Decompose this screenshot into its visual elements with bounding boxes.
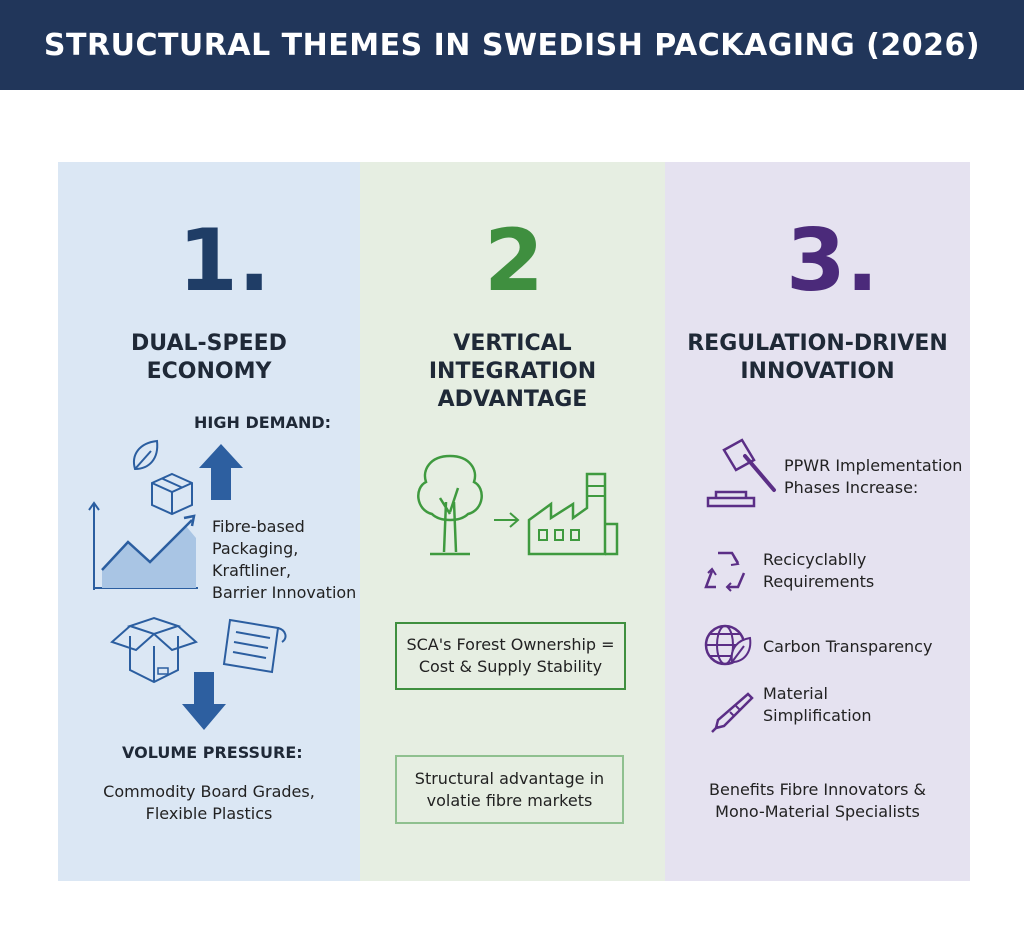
globe-leaf-icon <box>702 622 752 668</box>
panel1-title: DUAL-SPEED ECONOMY <box>131 331 287 384</box>
volume-pressure-items: Commodity Board Grades, Flexible Plastics <box>103 782 315 823</box>
header-bar <box>0 0 1024 90</box>
panel3-title: REGULATION-DRIVEN INNOVATION <box>687 331 948 384</box>
pen-icon <box>710 690 754 734</box>
material-simplification-text: Material Simplification <box>763 684 872 725</box>
panel2-title: VERTICAL INTEGRATION ADVANTAGE <box>428 331 597 412</box>
high-demand-label: HIGH DEMAND: <box>194 413 332 432</box>
arrow-right-icon <box>492 510 522 530</box>
page-title: STRUCTURAL THEMES IN SWEDISH PACKAGING (2026) <box>43 27 981 63</box>
panel2-number: 2 <box>484 211 544 311</box>
forest-ownership-box: SCA's Forest Ownership = Cost & Supply Stability <box>395 622 626 690</box>
gavel-icon <box>702 440 778 508</box>
high-demand-items: Fibre-based Packaging, Kraftliner, Barrier Innovation <box>212 517 357 602</box>
structural-advantage-box: Structural advantage in volatie fibre markets <box>395 755 624 824</box>
panel3-number: 3. <box>786 211 879 311</box>
recycle-icon <box>700 549 750 595</box>
tree-icon <box>410 452 490 556</box>
recyclability-text: Recicyclablly Requirements <box>763 550 875 591</box>
carbon-transparency-text: Carbon Transparency <box>763 637 933 656</box>
arrow-up-icon <box>197 442 245 502</box>
document-icon <box>222 614 292 678</box>
panel1-number: 1. <box>178 211 271 311</box>
arrow-down-icon <box>180 670 228 732</box>
factory-icon <box>527 464 619 556</box>
volume-pressure-label: VOLUME PRESSURE: <box>122 743 303 762</box>
benefits-footer: Benefits Fibre Innovators & Mono-Material Specialists <box>709 780 926 821</box>
growth-chart-icon <box>88 500 200 592</box>
ppwr-text: PPWR Implementation Phases Increase: <box>784 456 963 497</box>
